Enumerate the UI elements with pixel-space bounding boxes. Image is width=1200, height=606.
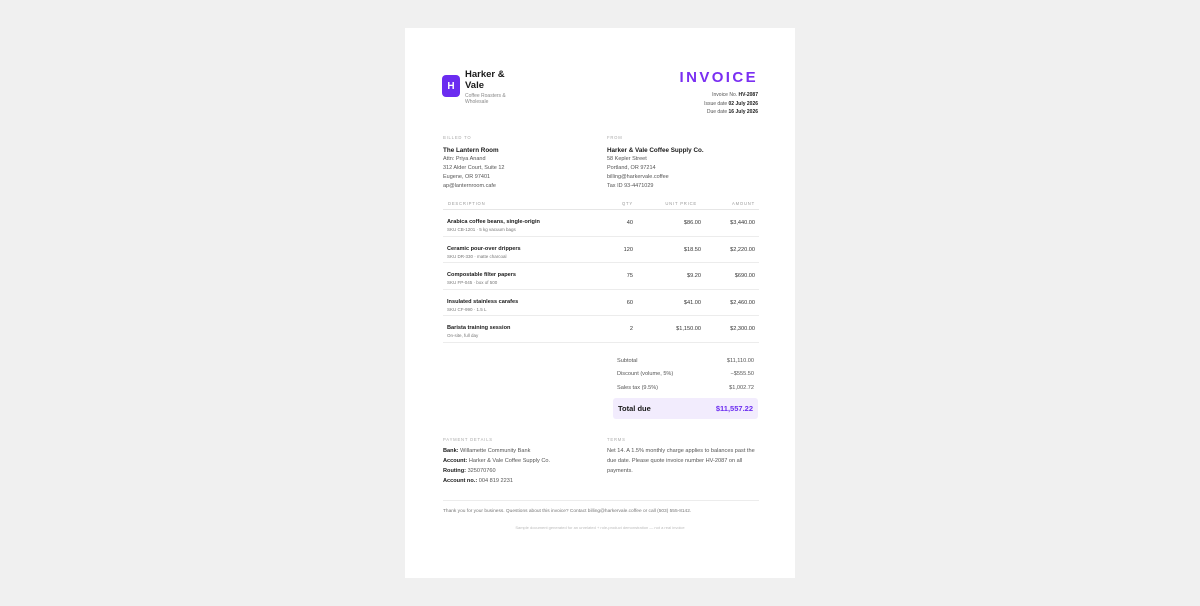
item-amount: $2,220.00: [730, 246, 755, 253]
item-sku: SKU CB-1201 · 5 kg vacuum bags: [447, 227, 516, 232]
brand-block: [465, 70, 525, 105]
invoice-number-label: Invoice No.: [712, 92, 738, 98]
payment-details: [443, 436, 550, 486]
table-row: [443, 237, 759, 264]
invoice-meta: [704, 91, 758, 117]
item-title: Ceramic pour-over drippers: [447, 245, 521, 252]
disclaimer: Sample document generated for an unrelated + role-product demonstration — not a real invoice: [515, 525, 685, 530]
item-amount: $2,460.00: [730, 299, 755, 306]
discount-value: −$555.50: [730, 371, 754, 377]
account-no-label: Account no.:: [443, 478, 478, 484]
items-table-header: [443, 200, 759, 210]
brand-sub-line1: Coffee Roasters &: [465, 93, 506, 99]
col-amount: AMOUNT: [732, 201, 755, 206]
tax-value: $1,002.72: [729, 385, 754, 391]
discount-label: Discount (volume, 5%): [617, 371, 674, 377]
from-label: FROM: [607, 135, 623, 140]
from-line: 58 Kepler Street: [607, 156, 647, 162]
brand-name-line1: Harker &: [465, 69, 505, 80]
item-sku: SKU CF-990 · 1.5 L: [447, 306, 487, 312]
from-block: [607, 133, 704, 191]
col-unit-price: UNIT PRICE: [665, 201, 697, 206]
billed-to-line: Eugene, OR 97401: [443, 174, 491, 180]
terms-text: Net 14. A 1.5% monthly charge applies to balances past the due date. Please quote invoice number HV-2087 on all payments.: [607, 448, 755, 474]
col-description: DESCRIPTION: [448, 201, 486, 206]
item-qty: 60: [626, 299, 633, 306]
issue-date-label: Issue date: [704, 100, 728, 107]
item-unit-price: $1,150.00: [676, 326, 701, 332]
account-label: Account:: [443, 458, 468, 464]
routing-label: Routing:: [443, 468, 466, 474]
total-due-box: [613, 398, 758, 419]
brand-logo: [442, 75, 460, 97]
billed-to-label: BILLED TO: [443, 135, 472, 140]
item-unit-price: $9.20: [687, 273, 701, 279]
item-title: Compostable filter papers: [447, 272, 517, 278]
item-qty: 2: [629, 326, 633, 332]
subtotal-value: $11,110.00: [726, 358, 754, 364]
item-title: Barista training session: [447, 325, 511, 331]
payment-details-label: PAYMENT DETAILS: [443, 437, 493, 442]
invoice-page: [405, 28, 795, 578]
table-row: [443, 263, 759, 290]
item-sku: On-site, full day: [447, 333, 479, 338]
subtotal-label: Subtotal: [617, 358, 638, 364]
item-qty: 120: [623, 246, 633, 253]
due-date: 16 July 2026: [728, 109, 758, 115]
brand-sub-line2: Wholesale: [465, 99, 489, 105]
item-amount: $3,440.00: [730, 220, 755, 226]
billed-to-name: The Lantern Room: [443, 147, 499, 154]
item-sku: SKU DR-330 · matte charcoal: [447, 253, 507, 259]
invoice-number: HV-2087: [738, 92, 758, 98]
billed-to-block: [443, 133, 504, 191]
thanks-note: Thank you for your business. Questions about this invoice? Contact billing@harkervale.coffee or call (503) 555-8142.: [443, 509, 692, 514]
item-unit-price: $41.00: [683, 299, 701, 306]
brand-name-line2: Vale: [465, 79, 485, 91]
item-title: Arabica coffee beans, single-origin: [447, 219, 540, 225]
item-unit-price: $18.50: [683, 246, 701, 253]
from-email: billing@harkervale.coffee: [607, 174, 669, 180]
account-value: Harker & Vale Coffee Supply Co.: [468, 458, 551, 464]
account-no-value: 004 819 2231: [478, 478, 513, 484]
bank-label: Bank:: [443, 448, 459, 454]
due-date-label: Due date: [706, 109, 728, 115]
billed-to-line: Attn: Priya Anand: [443, 156, 486, 162]
terms-label: TERMS: [607, 437, 626, 442]
table-row: [443, 210, 759, 237]
table-row: [443, 290, 759, 317]
terms-block: [607, 436, 759, 476]
item-title: Insulated stainless carafes: [447, 298, 519, 305]
invoice-title: INVOICE: [679, 69, 758, 86]
col-qty: QTY: [621, 201, 633, 206]
footer-divider: [443, 500, 759, 501]
billed-to-line: 312 Alder Court, Suite 12: [443, 165, 505, 171]
billed-to-email: ap@lanternroom.cafe: [443, 183, 496, 189]
from-line: Portland, OR 97214: [607, 165, 656, 171]
issue-date: 02 July 2026: [728, 100, 758, 107]
item-qty: 40: [626, 220, 633, 226]
from-tax-id: Tax ID 93-4471029: [607, 183, 654, 189]
item-qty: 75: [626, 273, 633, 279]
brand-initial: H: [447, 80, 455, 92]
total-due-value: $11,557.22: [715, 404, 753, 413]
item-unit-price: $86.00: [683, 220, 701, 226]
tax-label: Sales tax (9.5%): [617, 385, 659, 391]
item-sku: SKU FP-045 · box of 500: [447, 280, 498, 285]
table-row: [443, 316, 759, 343]
item-amount: $2,300.00: [730, 326, 755, 332]
from-name: Harker & Vale Coffee Supply Co.: [607, 147, 704, 154]
total-due-label: Total due: [618, 404, 651, 413]
routing-value: 325070760: [467, 468, 496, 474]
bank-value: Willamette Community Bank: [460, 448, 531, 454]
item-amount: $690.00: [734, 273, 755, 279]
